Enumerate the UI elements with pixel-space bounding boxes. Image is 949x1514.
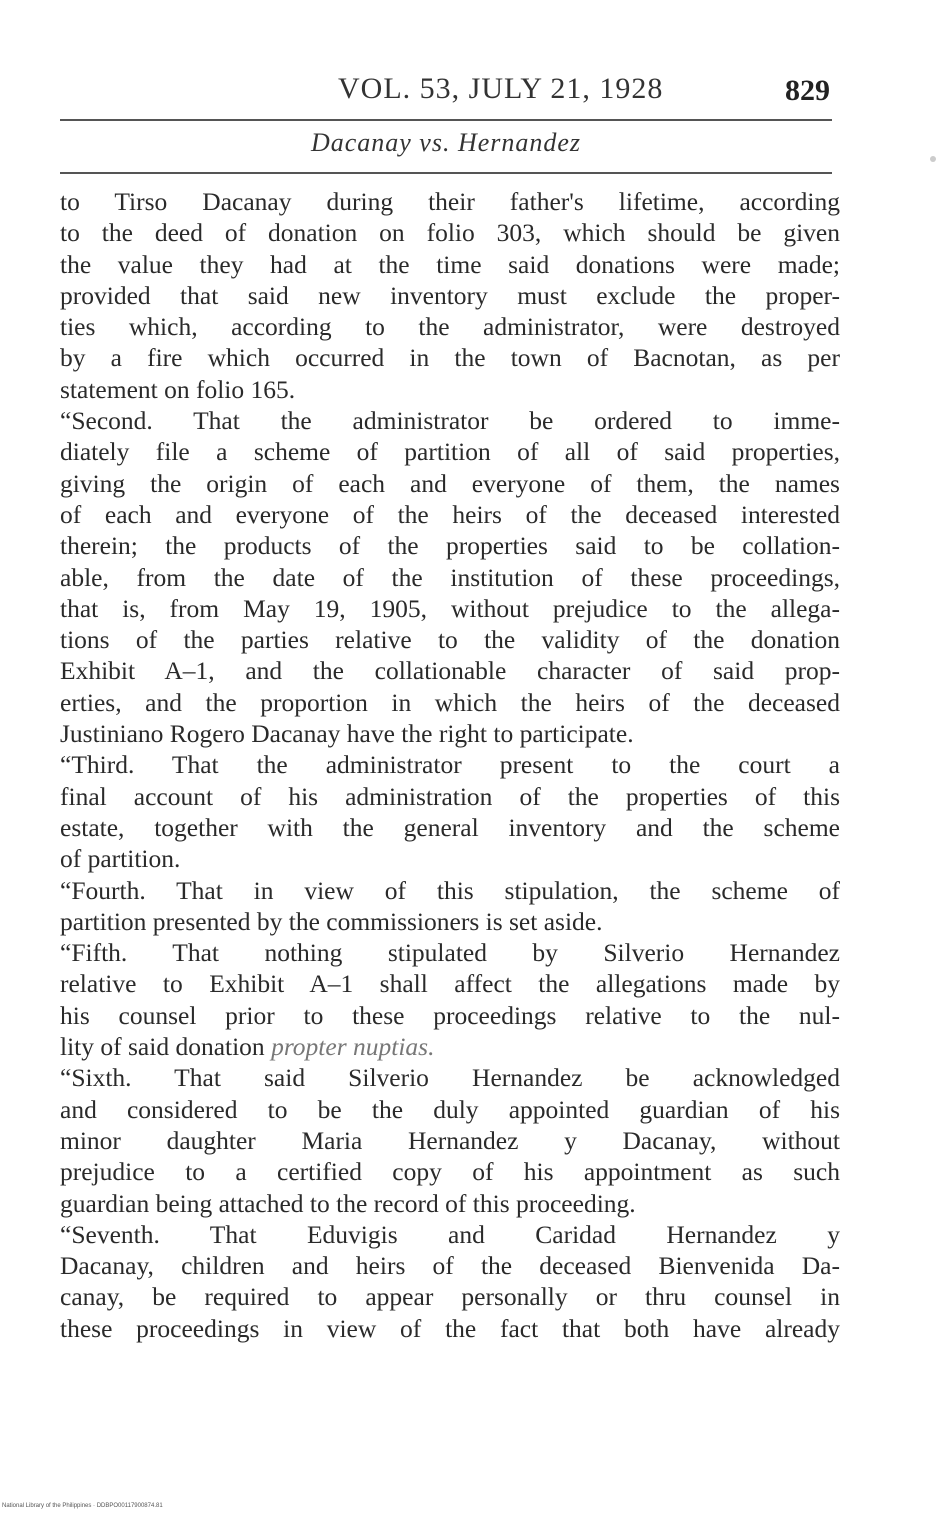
text-line: that is, from May 19, 1905, without prejudice to the allega- (60, 593, 840, 623)
header-rule-bottom (60, 172, 832, 174)
text-line: of each and everyone of the heirs of the deceased interested (60, 499, 840, 529)
text-line: of partition. (60, 844, 181, 874)
text-line: “Fourth. That in view of this stipulation, the scheme of (60, 875, 840, 905)
text-line: final account of his administration of the properties of this (60, 781, 840, 811)
text-line: to Tirso Dacanay during their father's lifetime, according (60, 187, 840, 216)
text-line: “Third. That the administrator present to the court a (60, 750, 840, 780)
text-line: Exhibit A–1, and the collationable character of said prop- (60, 656, 840, 686)
text-line: prejudice to a certified copy of his appointment as such (60, 1157, 840, 1187)
header-rule-top (60, 119, 832, 121)
library-footer-note: National Library of the Philippines · DDBPO00117900874.81 (2, 1503, 163, 1509)
text-line: ties which, according to the administrator, were destroyed (60, 312, 840, 342)
running-head: VOL. 53, JULY 21, 1928 (338, 72, 664, 105)
text-line: Dacanay, children and heirs of the deceased Bienvenida Da- (60, 1251, 840, 1281)
text-segment: lity of said donation (60, 1032, 265, 1062)
text-line: “Seventh. That Eduvigis and Caridad Hernandez y (60, 1219, 840, 1249)
page-number: 829 (785, 74, 830, 107)
text-line: guardian being attached to the record of this proceeding. (60, 1188, 636, 1218)
text-line: “Fifth. That nothing stipulated by Silverio Hernandez (60, 938, 840, 968)
text-line: provided that said new inventory must exclude the proper- (60, 280, 840, 310)
text-line: tions of the parties relative to the validity of the donation (60, 625, 840, 655)
text-line: Justiniano Rogero Dacanay have the right to participate. (60, 719, 634, 749)
text-line: giving the origin of each and everyone of them, the names (60, 468, 840, 498)
text-line: partition presented by the commissioners is set aside. (60, 906, 603, 936)
text-line: his counsel prior to these proceedings relative to the nul- (60, 1000, 840, 1030)
text-line: erties, and the proportion in which the heirs of the deceased (60, 687, 840, 717)
text-line: the value they had at the time said donations were made; (60, 249, 840, 279)
case-title: Dacanay vs. Hernandez (310, 128, 582, 157)
text-line: relative to Exhibit A–1 shall affect the allegations made by (60, 969, 840, 999)
italic-phrase: propter nuptias. (271, 1032, 435, 1062)
text-line: statement on folio 165. (60, 374, 296, 404)
text-line: diately file a scheme of partition of all of said properties, (60, 437, 840, 467)
page-header (60, 72, 830, 116)
text-line: estate, together with the general inventory and the scheme (60, 812, 840, 842)
scan-speck (930, 156, 936, 162)
text-line: therein; the products of the properties said to be collation- (60, 531, 840, 561)
text-line: “Second. That the administrator be ordered to imme- (60, 406, 840, 436)
text-line-with-italic (60, 1031, 840, 1062)
text-line: “Sixth. That said Silverio Hernandez be acknowledged (60, 1063, 840, 1093)
text-line: canay, be required to appear personally or thru counsel in (60, 1282, 840, 1312)
body-text (60, 186, 840, 1344)
text-line: these proceedings in view of the fact that both have already (60, 1313, 840, 1343)
text-line: able, from the date of the institution of these proceedings, (60, 562, 840, 592)
text-line: minor daughter Maria Hernandez y Dacanay, without (60, 1125, 840, 1155)
text-line: to the deed of donation on folio 303, which should be given (60, 218, 840, 248)
text-line: by a fire which occurred in the town of Bacnotan, as per (60, 343, 840, 373)
text-line: and considered to be the duly appointed guardian of his (60, 1094, 840, 1124)
